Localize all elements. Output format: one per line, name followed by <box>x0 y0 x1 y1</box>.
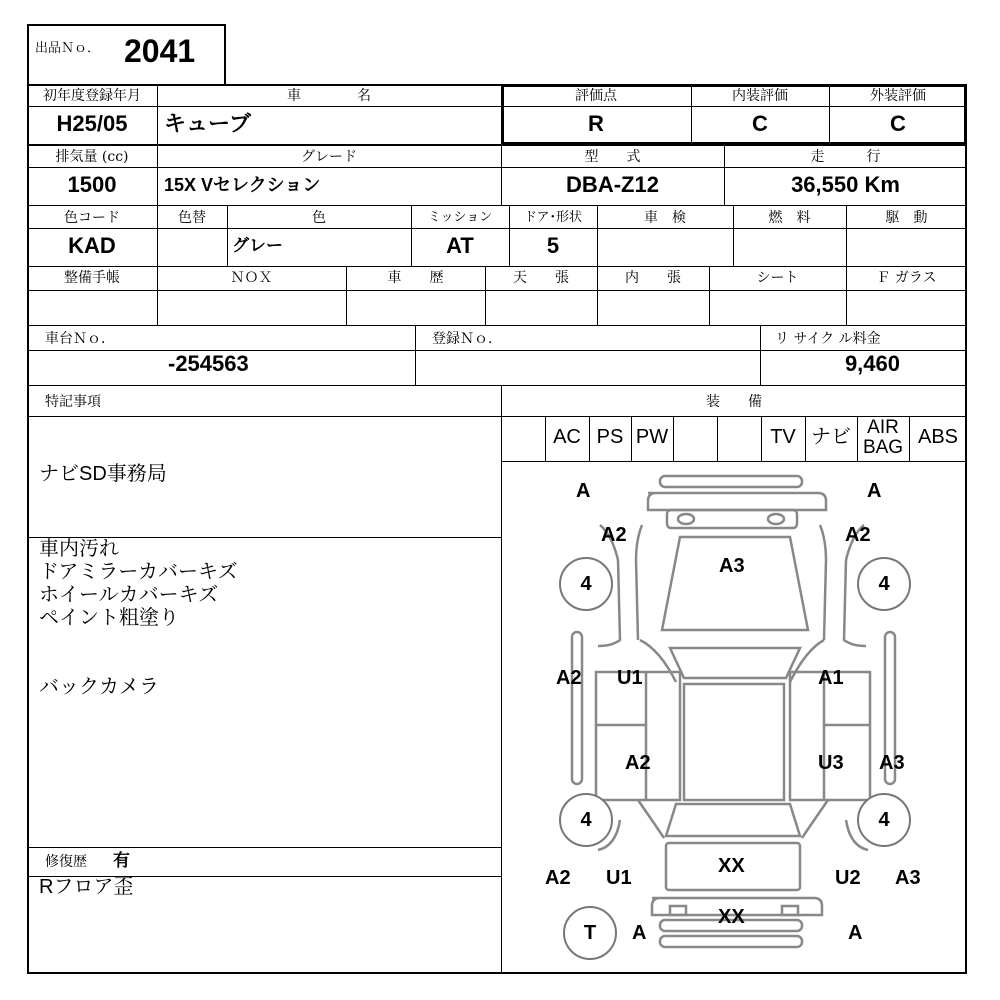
middle-note: 車内汚れ ドアミラーカバーキズ ホイールカバーキズ ペイント粗塗り バックカメラ <box>39 538 238 698</box>
fuel-label: 燃 料 <box>768 210 811 226</box>
car-name-label: 車 名 <box>287 88 371 104</box>
mark-rear-bumper-left: A <box>632 922 647 944</box>
mark-bumper-rear: XX <box>718 906 745 928</box>
drive-label: 駆 動 <box>885 210 928 226</box>
grade-label: グレード <box>301 149 357 165</box>
mark-fender-right: A2 <box>845 524 871 546</box>
mark-hood: A3 <box>719 555 745 577</box>
equipment-item-navi: ナビ <box>811 426 851 448</box>
door-value: 5 <box>546 233 560 258</box>
car-name-value: キューブ <box>164 111 251 136</box>
top-note: ナビSD事務局 <box>39 463 167 485</box>
tire-rear-right: 4 <box>857 793 911 847</box>
grade-value: 15X Vセレクション <box>164 175 321 195</box>
mission-value: AT <box>446 233 474 258</box>
color-change-label: 色替 <box>178 210 206 226</box>
notes-label: 特記事項 <box>45 394 101 410</box>
displacement-label: 排気量 (cc) <box>55 149 129 165</box>
recycle-label: リ サイク ル料金 <box>775 331 881 347</box>
equipment-item-abs: ABS <box>917 426 959 448</box>
exterior-value: C <box>890 111 906 136</box>
score-label: 評価点 <box>575 88 617 104</box>
tire-front-left: 4 <box>559 557 613 611</box>
seat-label: シート <box>756 270 799 286</box>
equipment-item-airbag: AIR BAG <box>862 417 904 458</box>
interior-trim-label: 内 張 <box>625 270 681 286</box>
maintenance-label: 整備手帳 <box>64 270 120 286</box>
color-code-value: KAD <box>68 233 116 258</box>
equipment-item-tv: TV <box>770 426 796 448</box>
f-glass-label: Ｆ ガラス <box>876 270 937 286</box>
first-reg-value: H25/05 <box>56 111 128 136</box>
first-reg-label: 初年度登録年月 <box>43 88 141 104</box>
mark-rear-left-a: A2 <box>545 867 571 889</box>
door-label: ドア･形状 <box>523 210 583 225</box>
lot-number: 2041 <box>124 33 196 69</box>
chassis-label: 車台Ｎｏ． <box>45 331 115 347</box>
interior-value: C <box>752 111 768 136</box>
repair-value: 有 <box>113 851 130 870</box>
inspection-label: 車 検 <box>644 210 686 226</box>
mission-label: ミッション <box>427 210 493 225</box>
mark-trunk: XX <box>718 855 745 877</box>
equipment-item-ac: AC <box>553 426 581 448</box>
chassis-value: -254563 <box>168 351 249 376</box>
repair-label: 修復歴 <box>45 854 87 870</box>
car-diagram <box>501 462 967 974</box>
mileage-value: 36,550 Km <box>791 172 900 197</box>
mark-door-right-a3: A3 <box>879 752 905 774</box>
mark-rear-bumper-right: A <box>848 922 863 944</box>
model-label: 型 式 <box>584 149 641 165</box>
mark-door-left-a: A2 <box>556 667 582 689</box>
mileage-label: 走 行 <box>810 149 881 165</box>
mark-door-right-u: U3 <box>818 752 844 774</box>
model-value: DBA-Z12 <box>566 172 659 197</box>
displacement-value: 1500 <box>67 172 117 197</box>
color-label: 色 <box>312 210 326 226</box>
mark-fender-left: A2 <box>601 524 627 546</box>
registration-label: 登録Ｎｏ． <box>432 331 502 347</box>
interior-label: 内装評価 <box>732 88 788 104</box>
nox-label: ＮＯＸ <box>230 270 273 286</box>
mark-door-right-a: A1 <box>818 667 844 689</box>
recycle-value: 9,460 <box>844 351 900 376</box>
equipment-item-ps: PS <box>596 426 624 448</box>
mark-rear-right-a: A3 <box>895 867 921 889</box>
mark-door-left-u: U1 <box>617 667 643 689</box>
spare-tire: T <box>563 906 617 960</box>
mark-roof-rear: A2 <box>625 752 651 774</box>
score-value: R <box>588 111 604 136</box>
color-value: グレー <box>232 236 283 255</box>
repair-note: Rフロア歪 <box>39 876 134 898</box>
mark-front-left: A <box>576 480 591 502</box>
color-code-label: 色コード <box>64 210 120 226</box>
mark-rear-left-u: U1 <box>606 867 632 889</box>
exterior-label: 外装評価 <box>870 88 926 104</box>
mark-front-right: A <box>867 480 882 502</box>
equipment-item-pw: PW <box>635 426 669 448</box>
mark-rear-right-u: U2 <box>835 867 861 889</box>
lot-label: 出品Ｎｏ． <box>35 41 101 56</box>
tire-front-right: 4 <box>857 557 911 611</box>
equipment-label: 装 備 <box>706 394 762 410</box>
tire-rear-left: 4 <box>559 793 613 847</box>
roof-label: 天 張 <box>513 270 569 286</box>
history-label: 車 歴 <box>387 270 444 286</box>
